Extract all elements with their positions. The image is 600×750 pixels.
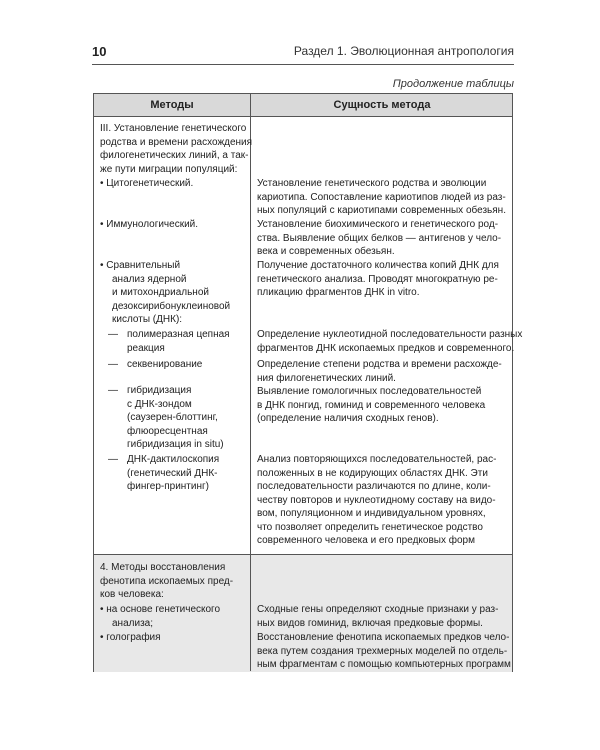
continuation-label: Продолжение таблицы (392, 78, 514, 90)
essence-line: последовательности различаются по длине, коли- (257, 481, 491, 492)
essence-line: современного человека и его предковых форм (257, 535, 475, 546)
methods-line: • Цитогенетический. (100, 178, 194, 189)
essence-line: вом, популяционном и индивидуальном уровнях, (257, 508, 486, 519)
methods-line: фенотипа ископаемых пред- (100, 575, 234, 587)
methods-line: • Сравнительный (100, 260, 181, 271)
essence-line: Определение степени родства и времени расхожде- (257, 359, 502, 370)
methods-line: реакция (127, 342, 165, 354)
header-essence: Сущность метода (333, 99, 431, 111)
essence-line: честву повторов и нуклеотидному составу на видо- (257, 494, 496, 506)
methods-line: ДНК-дактилоскопия (127, 454, 220, 465)
essence-line: Выявление гомологичных последовательностей (257, 386, 482, 397)
essence-line: Установление биохимического и генетического род- (257, 219, 499, 230)
header-methods: Методы (150, 99, 194, 111)
methods-line: полимеразная цепная (127, 329, 230, 340)
methods-line: (саузерен-блоттинг, (127, 412, 218, 423)
methods-line: кислоты (ДНК): (112, 314, 183, 325)
page-header (92, 44, 514, 66)
methods-table (93, 93, 523, 672)
essence-line: Восстановление фенотипа ископаемых предков чело- (257, 632, 510, 643)
page-number: 10 (92, 44, 107, 59)
methods-line: секвенирование (127, 359, 203, 370)
essence-line: пликацию фрагментов ДНК in vitro. (257, 287, 420, 298)
essence-line: ным фрагментам с помощью компьютерных программ (257, 659, 511, 670)
dash-bullet: — (108, 359, 118, 370)
methods-line: анализ ядерной (112, 273, 187, 285)
essence-line: Получение достаточного количества копий ДНК для (257, 260, 499, 271)
methods-line: ков человека: (100, 589, 164, 600)
table-header (94, 94, 512, 117)
section-title: Раздел 1. Эволюционная антропология (293, 44, 514, 58)
methods-line: анализа; (112, 617, 153, 629)
methods-line: • Иммунологический. (100, 219, 199, 230)
header-rule (92, 64, 514, 65)
essence-line: Сходные гены определяют сходные признаки у раз- (257, 604, 499, 615)
methods-line: III. Установление генетического (100, 123, 247, 134)
methods-line: фингер-принтинг) (127, 481, 209, 492)
methods-line: • на основе генетического (100, 604, 221, 615)
methods-line: филогенетических линий, а так- (100, 150, 249, 161)
methods-line: 4. Методы восстановления (100, 562, 226, 573)
methods-line: с ДНК-зондом (127, 398, 192, 410)
column-divider (250, 94, 251, 671)
methods-line: дезоксирибонуклеиновой (112, 300, 231, 312)
row-separator (94, 554, 512, 555)
essence-line: ния филогенетических линий. (257, 372, 396, 384)
essence-line: положенных в не кодирующих областях ДНК. Эти (257, 467, 488, 479)
essence-line: Установление генетического родства и эволюции (257, 178, 487, 189)
essence-line: века и современных обезьян. (257, 246, 395, 257)
methods-line: гибридизация (127, 385, 192, 396)
methods-line: же пути миграции популяций: (100, 163, 238, 175)
essence-line: фрагментов ДНК ископаемых предков и современного. (257, 342, 515, 354)
dash-bullet: — (108, 454, 118, 465)
essence-line: века путем создания трехмерных моделей по отдель- (257, 645, 508, 657)
dash-bullet: — (108, 385, 118, 396)
essence-line: Определение нуклеотидной последовательности разных (257, 329, 523, 340)
essence-line: что позволяет определить генетическое родство (257, 521, 483, 533)
essence-line: кариотипа. Сопоставление кариотипов людей из раз- (257, 191, 506, 203)
essence-line: ных популяций с кариотипами современных обезьян. (257, 205, 506, 216)
methods-line: (генетический ДНК- (127, 467, 218, 479)
methods-line: родства и времени расхождения (100, 136, 253, 148)
dash-bullet: — (108, 329, 118, 340)
essence-line: (определение наличия сходных генов). (257, 413, 439, 424)
methods-line: флюоресцентная (127, 425, 208, 437)
methods-line: и митохондриальной (112, 287, 209, 298)
essence-line: в ДНК понгид, гоминид и современного человека (257, 399, 486, 411)
methods-line: гибридизация in situ) (127, 439, 224, 450)
essence-line: Анализ повторяющихся последовательностей, рас- (257, 454, 497, 465)
essence-line: генетического анализа. Проводят многократную ре- (257, 273, 498, 285)
essence-line: ных видов гоминид, включая предковые формы. (257, 617, 483, 629)
essence-line: ства. Выявление общих белков — антигенов у чело- (257, 232, 502, 244)
methods-line: • голография (100, 632, 161, 643)
